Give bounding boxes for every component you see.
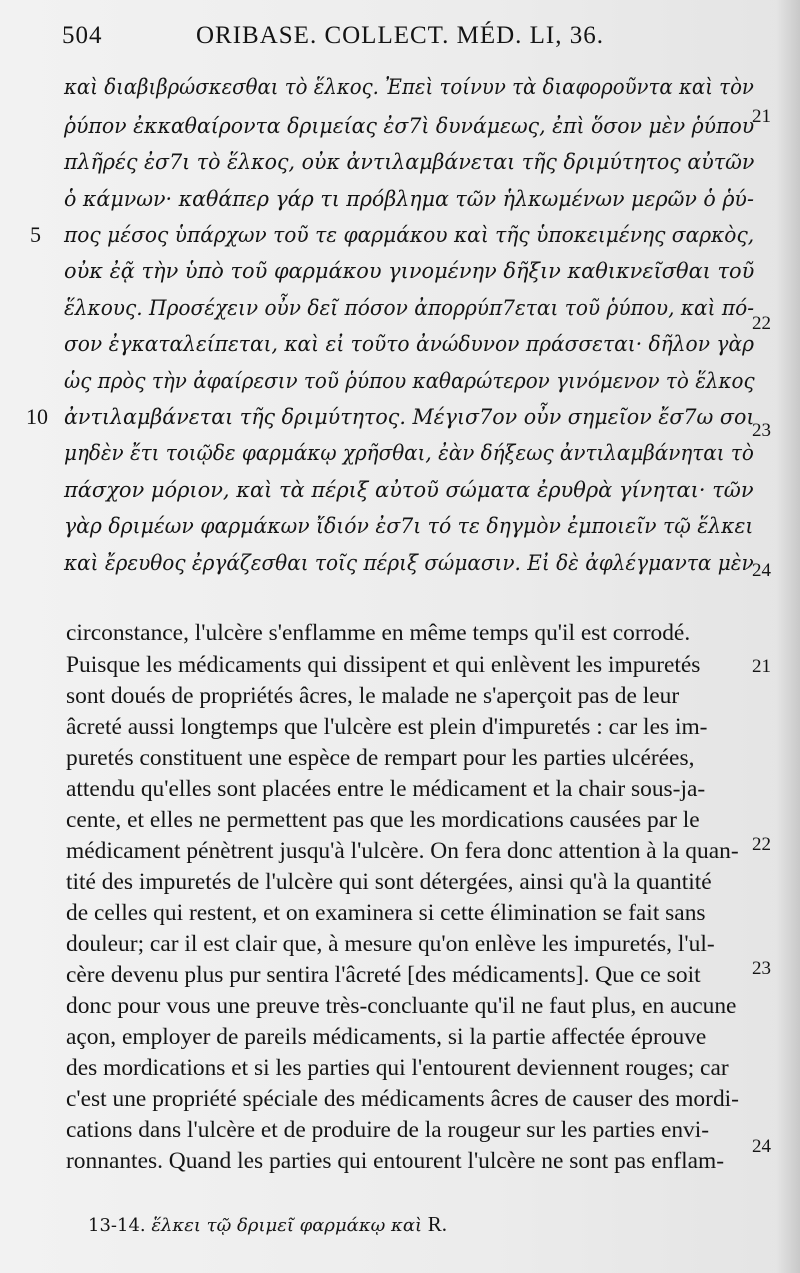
greek-line: καὶ ἔρευθος ἐργάζεσθαι τοῖς πέριξ σώμασιν. Εἰ δὲ ἀφλέγμαντα μὲν <box>64 551 754 575</box>
greek-line: ἀντιλαμβάνεται τῆς δριμύτητος. Μέγισ7ον οὖν σημεῖον ἔσ7ω σοι <box>64 405 755 429</box>
page-number: 504 <box>62 22 103 49</box>
greek-line: σον ἐγκαταλείπεται, καὶ εἰ τοῦτο ἀνώδυνον πράσσεται· δῆλον γὰρ <box>64 332 754 356</box>
section-margin-number: 21 <box>752 106 771 127</box>
french-line: de celles qui restent, et on examinera si cette élimination se fait sans <box>66 900 706 926</box>
section-margin-number: 24 <box>752 560 771 581</box>
section-margin-number: 22 <box>752 834 771 855</box>
greek-line: πος μέσος ὑπάρχων τοῦ τε φαρμάκου καὶ τῆς ὑποκειμένης σαρκὸς, <box>64 223 755 247</box>
section-margin-number: 21 <box>752 656 771 677</box>
french-line: açon, employer de pareils médicaments, si la partie affectée éprouve <box>66 1024 707 1050</box>
french-line: âcreté aussi longtemps que l'ulcère est plein d'impuretés : car les im- <box>66 714 708 740</box>
french-line: c'est une propriété spéciale des médicaments âcres de causer des mordi- <box>66 1086 739 1112</box>
running-title: ORIBASE. COLLECT. MÉD. LI, 36. <box>196 22 604 49</box>
french-line: Puisque les médicaments qui dissipent et qui enlèvent les impuretés <box>66 652 701 678</box>
greek-line: πάσχον μόριον, καὶ τὰ πέριξ αὐτοῦ σώματα ἐρυθρὰ γίνηται· τῶν <box>64 478 754 502</box>
line-number: 5 <box>30 222 41 247</box>
french-line: sont doués de propriétés âcres, le malade ne s'aperçoit pas de leur <box>66 683 680 709</box>
section-margin-number: 23 <box>752 958 771 979</box>
french-line: médicament pénètrent jusqu'à l'ulcère. On fera donc attention à la quan- <box>66 838 739 864</box>
french-line: circonstance, l'ulcère s'enflamme en même temps qu'il est corrodé. <box>66 620 691 646</box>
french-line: tité des impuretés de l'ulcère qui sont détergées, ainsi qu'à la quantité <box>66 869 712 895</box>
french-line: ronnantes. Quand les parties qui entourent l'ulcère ne sont pas enflam- <box>66 1148 725 1174</box>
french-line: cations dans l'ulcère et de produire de la rougeur sur les parties envi- <box>66 1117 710 1143</box>
section-margin-number: 24 <box>752 1136 771 1157</box>
page-header <box>62 22 682 62</box>
page-edge-shadow <box>776 0 800 1273</box>
french-line: puretés constituent une espèce de rempart pour les parties ulcérées, <box>66 745 695 771</box>
greek-line: ῥύπον ἐκκαθαίροντα δριμείας ἐσ7ὶ δυνάμεως, ἐπὶ ὅσον μὲν ῥύπου <box>64 114 755 138</box>
section-margin-number: 22 <box>752 313 771 334</box>
footnote <box>88 1212 447 1237</box>
greek-line: ὡς πρὸς τὴν ἀφαίρεσιν τοῦ ῥύπου καθαρώτερον γινόμενον τὸ ἕλκος <box>64 369 755 393</box>
footnote-number: 13-14. <box>88 1215 146 1236</box>
greek-line: οὐκ ἐᾷ τὴν ὑπὸ τοῦ φαρμάκου γινομένην δῆξιν καθικνεῖσθαι τοῦ <box>64 259 755 283</box>
line-number: 10 <box>26 404 48 429</box>
footnote-sigla: R. <box>427 1212 448 1236</box>
greek-line: γὰρ δριμέων φαρμάκων ἴδιόν ἐσ7ι τό τε δηγμὸν ἐμποιεῖν τῷ ἕλκει <box>64 514 754 538</box>
french-line: douleur; car il est clair que, à mesure qu'on enlève les impuretés, l'ul- <box>66 931 715 957</box>
greek-line: καὶ διαβιβρώσκεσθαι τὸ ἕλκος. Ἐπεὶ τοίνυν τὰ διαφοροῦντα καὶ τὸν <box>64 75 754 99</box>
footnote-text: ἕλκει τῷ δριμεῖ φαρμάκῳ καὶ <box>151 1215 423 1236</box>
french-line: des mordications et si les parties qui l'entourent deviennent rouges; car <box>66 1055 729 1081</box>
greek-line: πλῆρές ἐσ7ι τὸ ἕλκος, οὐκ ἀντιλαμβάνεται τῆς δριμύτητος αὐτῶν <box>64 150 755 174</box>
french-line: cère devenu plus pur sentira l'âcreté [des médicaments]. Que ce soit <box>66 962 701 988</box>
french-line: cente, et elles ne permettent pas que les mordications causées par le <box>66 807 700 833</box>
french-line: attendu qu'elles sont placées entre le médicament et la chair sous-ja- <box>66 776 706 802</box>
section-margin-number: 23 <box>752 420 771 441</box>
greek-line: ἕλκους. Προσέχειν οὖν δεῖ πόσον ἀπορρύπ7εται τοῦ ῥύπου, καὶ πό- <box>64 296 754 320</box>
greek-line: ὁ κάμνων· καθάπερ γάρ τι πρόβλημα τῶν ἡλκωμένων μερῶν ὁ ῥύ- <box>64 187 754 211</box>
greek-line: μηδὲν ἔτι τοιῷδε φαρμάκῳ χρῆσθαι, ἐὰν δήξεως ἀντιλαμβάνηται τὸ <box>64 441 754 465</box>
french-line: donc pour vous une preuve très-concluante qu'il ne faut plus, en aucune <box>66 993 737 1019</box>
